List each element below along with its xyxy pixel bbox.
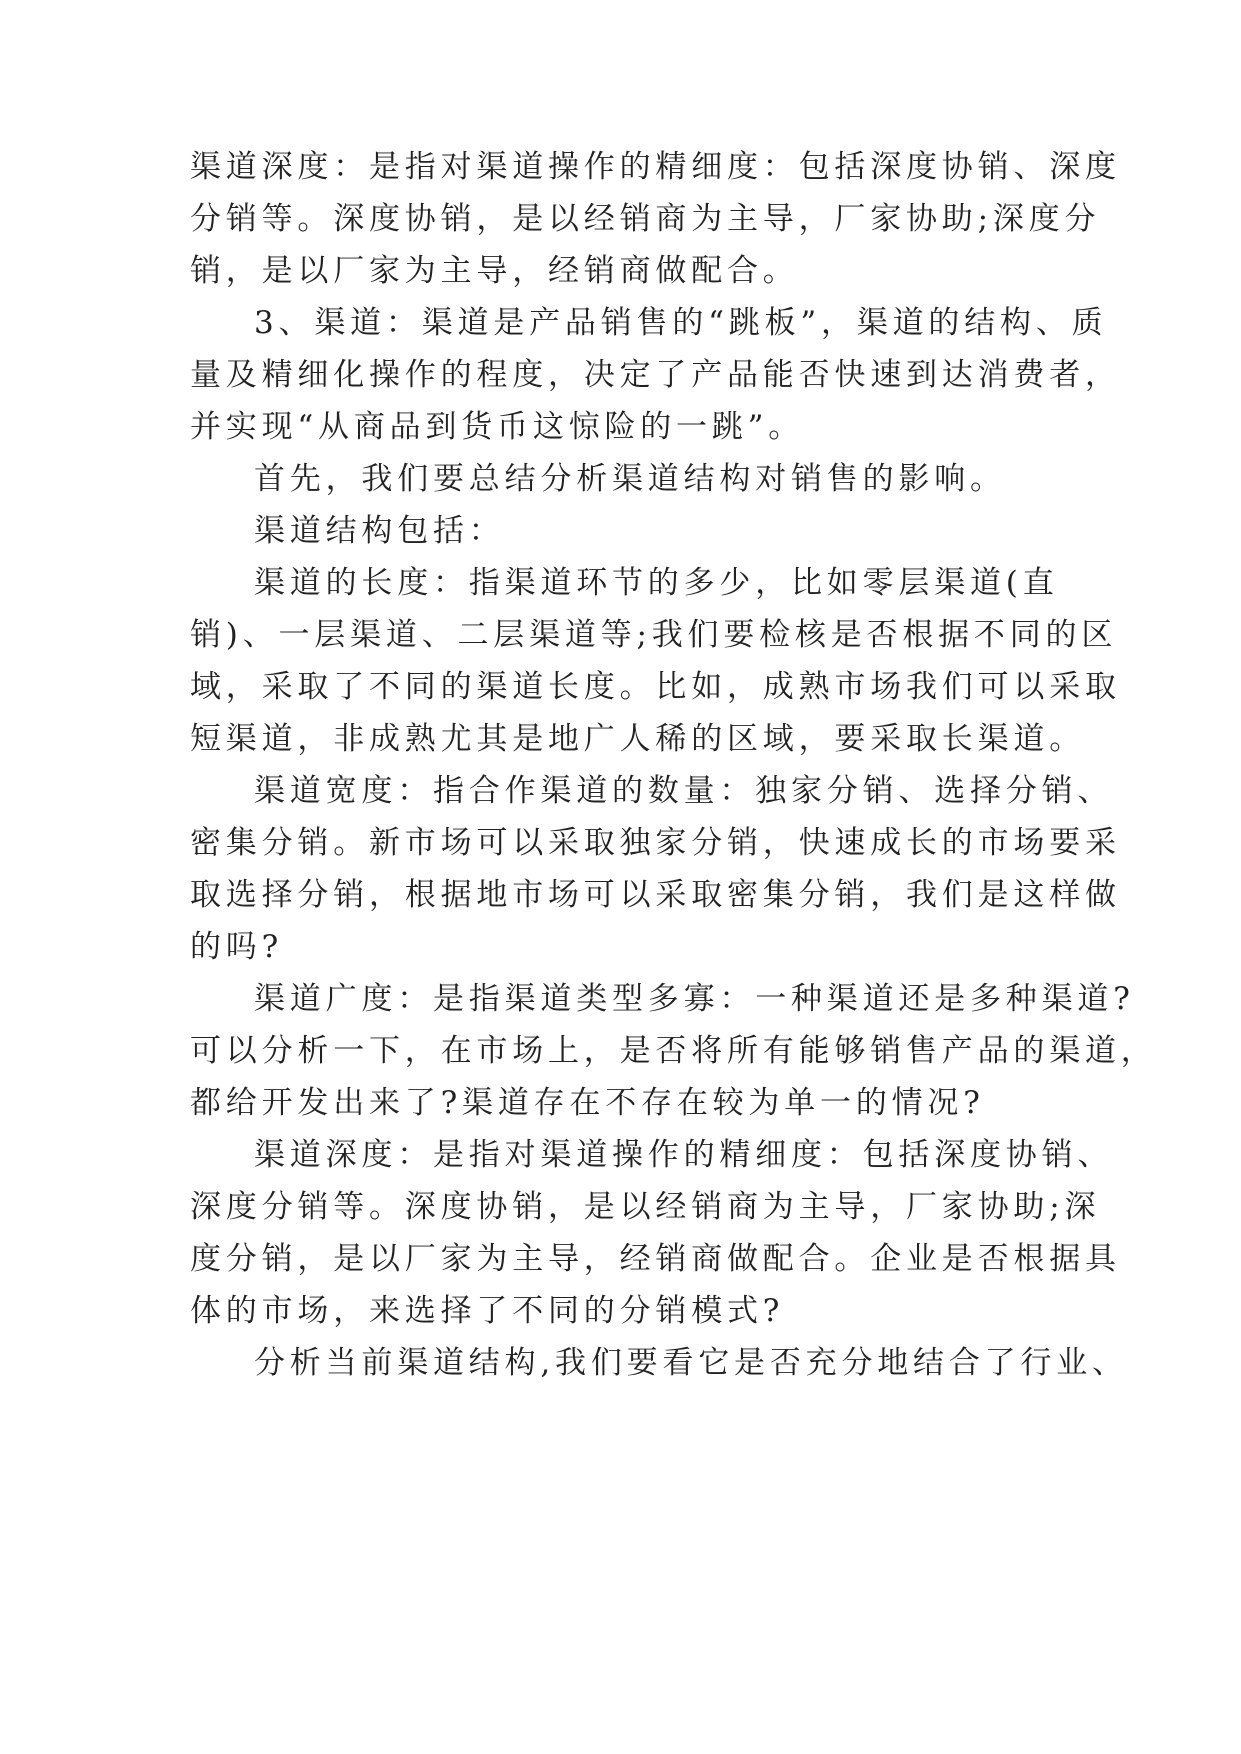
paragraph-1-line-3: 销，是以厂家为主导，经销商做配合。 <box>190 253 799 289</box>
paragraph-5-line-4: 短渠道，非成熟尤其是地广人稀的区域，要采取长渠道。 <box>190 721 1085 757</box>
paragraph-1-line-1: 渠道深度：是指对渠道操作的精细度：包括深度协销、深度 <box>190 149 1121 185</box>
paragraph-8-line-1: 渠道深度：是指对渠道操作的精细度：包括深度协销、 <box>254 1137 1114 1173</box>
paragraph-4-line-1: 渠道结构包括： <box>254 513 505 549</box>
paragraph-1-line-2: 分销等。深度协销，是以经销商为主导，厂家协助;深度分 <box>190 201 1101 237</box>
paragraph-7-line-2: 可以分析一下，在市场上，是否将所有能够销售产品的渠道， <box>190 1033 1157 1069</box>
paragraph-6-line-1: 渠道宽度：指合作渠道的数量：独家分销、选择分销、 <box>254 773 1114 809</box>
paragraph-9-line-1: 分析当前渠道结构,我们要看它是否充分地结合了行业、 <box>254 1345 1128 1381</box>
paragraph-5-line-1: 渠道的长度：指渠道环节的多少，比如零层渠道(直 <box>254 565 1059 601</box>
paragraph-2-line-3: 并实现“从商品到货币这惊险的一跳”。 <box>190 409 805 445</box>
paragraph-5-line-3: 域，采取了不同的渠道长度。比如，成熟市场我们可以采取 <box>190 669 1121 705</box>
paragraph-6-line-4: 的吗? <box>190 929 284 965</box>
paragraph-7-line-1: 渠道广度：是指渠道类型多寡：一种渠道还是多种渠道? <box>254 981 1135 1017</box>
paragraph-7-line-3: 都给开发出来了?渠道存在不存在较为单一的情况? <box>190 1085 985 1121</box>
paragraph-8-line-3: 度分销，是以厂家为主导，经销商做配合。企业是否根据具 <box>190 1241 1121 1277</box>
paragraph-8-line-4: 体的市场，来选择了不同的分销模式? <box>190 1293 785 1329</box>
paragraph-2-line-2: 量及精细化操作的程度，决定了产品能否快速到达消费者， <box>190 357 1121 393</box>
paragraph-8-line-2: 深度分销等。深度协销，是以经销商为主导，厂家协助;深 <box>190 1189 1101 1225</box>
paragraph-6-line-2: 密集分销。新市场可以采取独家分销，快速成长的市场要采 <box>190 825 1121 861</box>
paragraph-5-line-2: 销)、一层渠道、二层渠道等;我们要检核是否根据不同的区 <box>190 617 1118 653</box>
paragraph-6-line-3: 取选择分销，根据地市场可以采取密集分销，我们是这样做 <box>190 877 1121 913</box>
paragraph-3-line-1: 首先，我们要总结分析渠道结构对销售的影响。 <box>254 461 1006 497</box>
paragraph-2-line-1: 3、渠道：渠道是产品销售的“跳板”，渠道的结构、质 <box>254 305 1108 341</box>
